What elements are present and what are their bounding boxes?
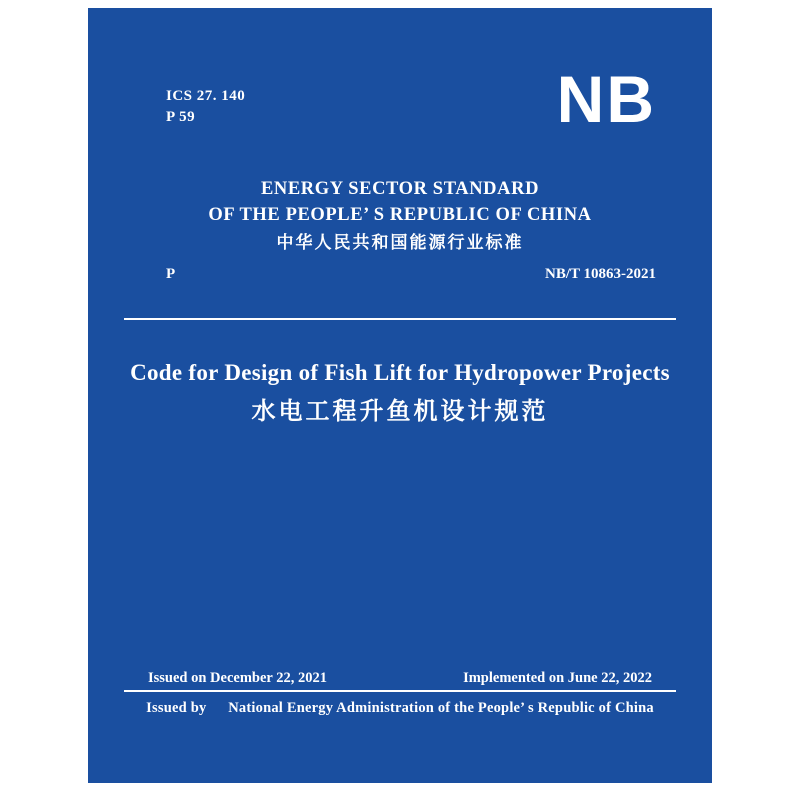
divider-top: [124, 318, 676, 320]
standard-heading: [88, 176, 712, 258]
classification-code: P: [166, 266, 176, 282]
classification-and-number-row: [166, 266, 656, 283]
issuer-row: [88, 700, 712, 717]
issue-date: Issued on December 22, 2021: [148, 670, 327, 686]
standard-heading-english-line2: OF THE PEOPLE’ S REPUBLIC OF CHINA: [208, 205, 592, 225]
ics-classification-block: [166, 86, 245, 128]
document-title-block: [88, 356, 712, 432]
ics-category-code: P 59: [166, 109, 196, 125]
divider-bottom: [124, 690, 676, 692]
document-title-chinese: 水电工程升鱼机设计规范: [251, 397, 549, 425]
ics-number: ICS 27. 140: [166, 88, 246, 104]
issuer-name: National Energy Administration of the People’ s Republic of China: [228, 700, 654, 716]
standard-cover-page: [88, 8, 712, 783]
issued-by-label: Issued by: [146, 700, 207, 716]
standard-heading-chinese: 中华人民共和国能源行业标准: [276, 233, 524, 253]
standard-number: NB/T 10863-2021: [545, 266, 656, 282]
document-title-english: Code for Design of Fish Lift for Hydropower Projects: [130, 360, 670, 385]
implementation-date: Implemented on June 22, 2022: [463, 670, 652, 686]
standard-heading-english-line1: ENERGY SECTOR STANDARD: [260, 179, 540, 199]
nb-logo: NB: [556, 62, 656, 136]
dates-row: [148, 670, 652, 687]
